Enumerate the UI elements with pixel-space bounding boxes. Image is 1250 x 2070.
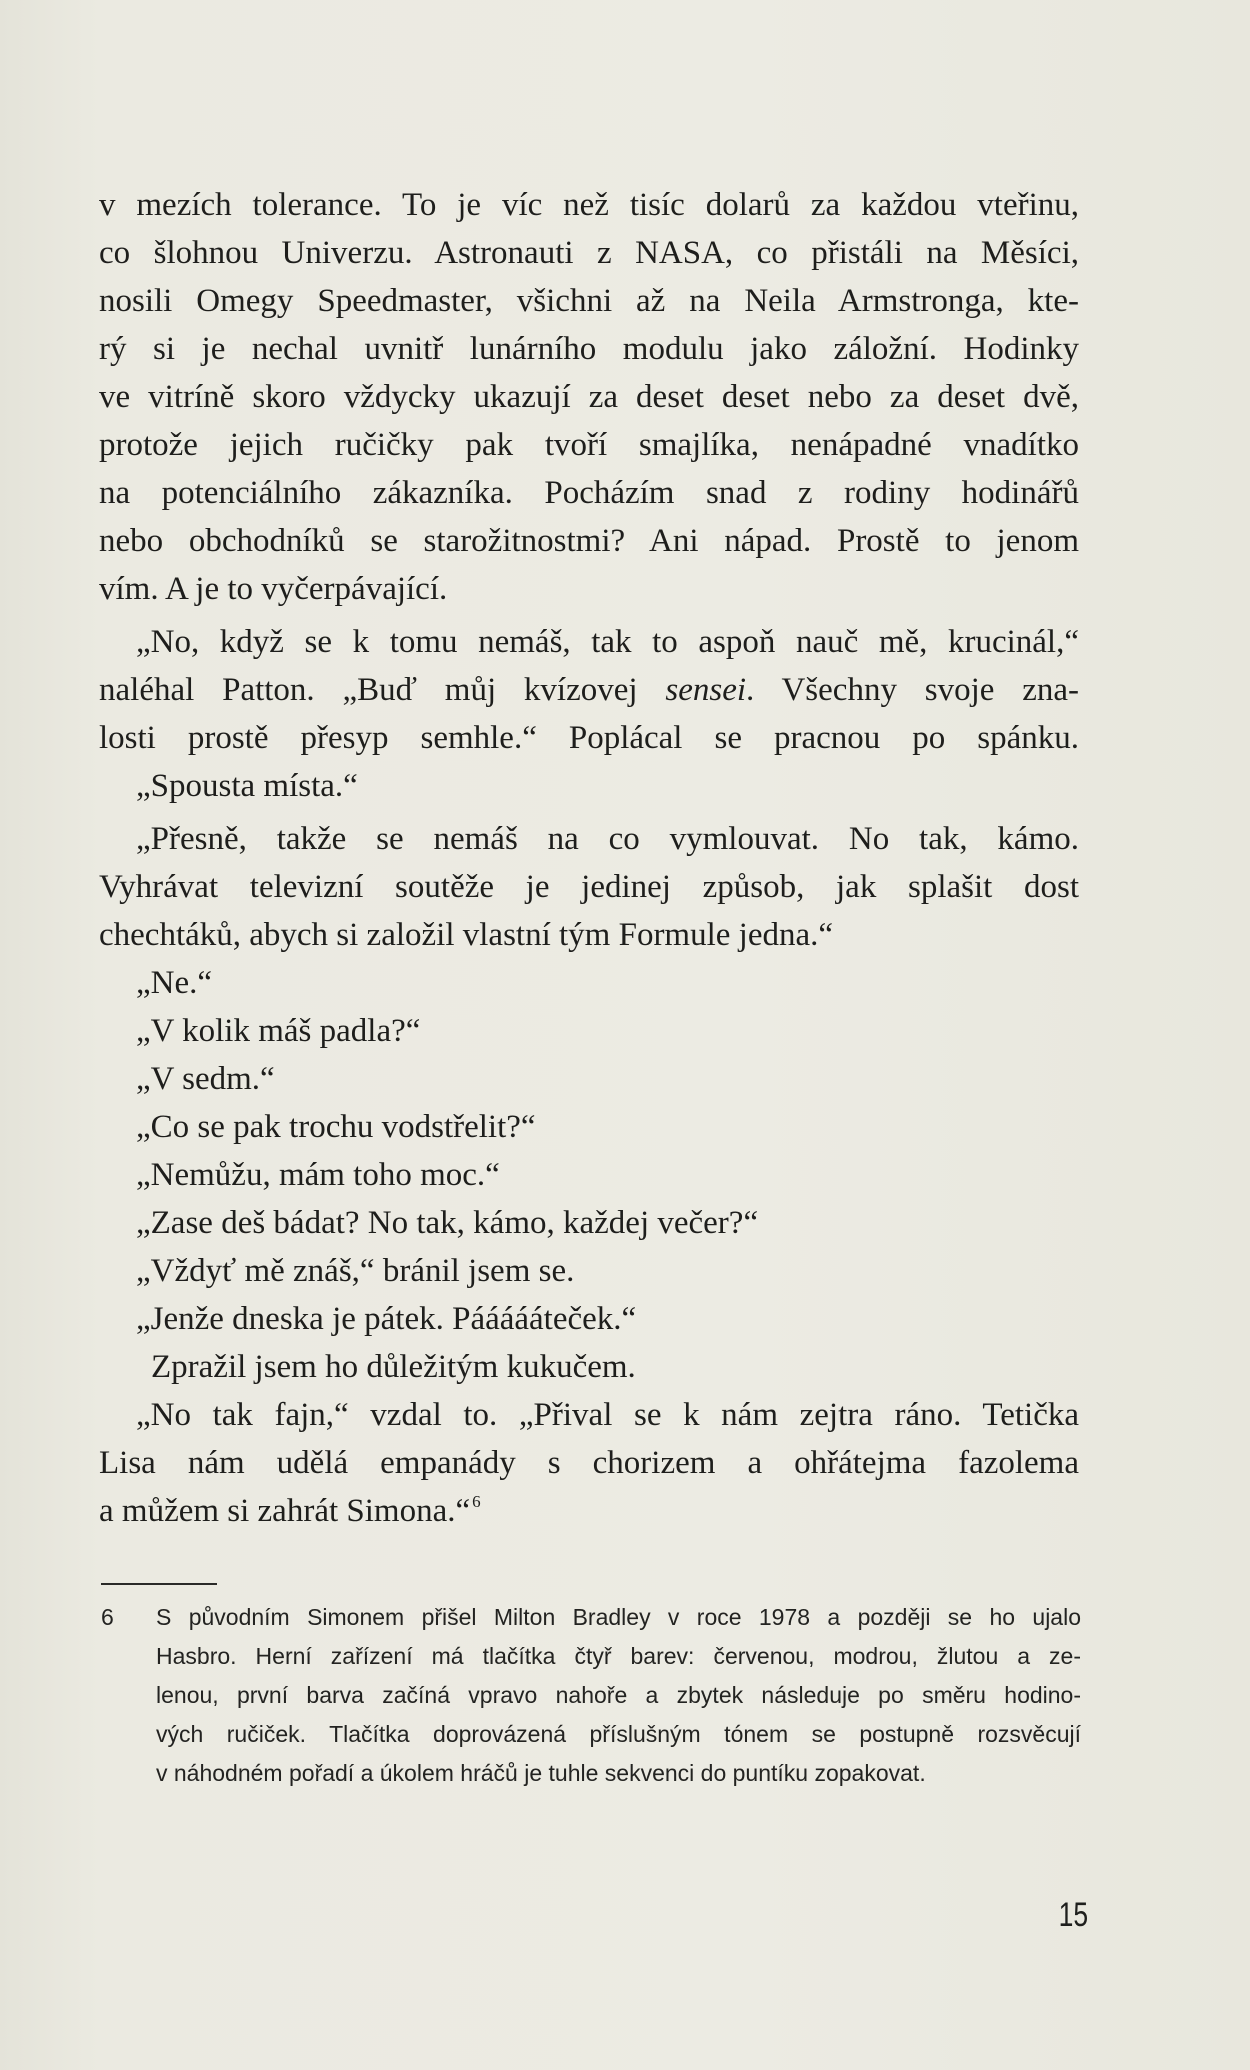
text-line: ve vitríně skoro vždycky ukazují za deset deset nebo za deset dvě, — [99, 379, 1079, 415]
main-text — [99, 181, 1079, 1535]
footnote-number: 6 — [101, 1604, 114, 1630]
text-line: losti prostě přesyp semhle.“ Poplácal se pracnou po spánku. — [99, 720, 1079, 756]
text-line: vím. A je to vyčerpávající. — [99, 571, 448, 607]
footnote-line: v náhodném pořadí a úkolem hráčů je tuhle sekvenci do puntíku zopakovat. — [156, 1760, 926, 1786]
footnote-divider — [101, 1583, 217, 1585]
text-line: co šlohnou Univerzu. Astronauti z NASA, co přistáli na Měsíci, — [99, 235, 1079, 271]
text-line: Vyhrávat televizní soutěže je jedinej způsob, jak splašit dost — [99, 869, 1079, 905]
footnote-reference: 6 — [472, 1492, 481, 1511]
footnote-line: Hasbro. Herní zařízení má tlačítka čtyř barev: červenou, modrou, žlutou a ze- — [156, 1643, 1081, 1669]
footnote-line: lenou, první barva začíná vpravo nahoře a zbytek následuje po směru hodino- — [156, 1682, 1081, 1708]
text-line: Zpražil jsem ho důležitým kukučem. — [151, 1349, 636, 1385]
dialogue-line: „Nemůžu, mám toho moc.“ — [136, 1157, 500, 1193]
dialogue-line: „Přesně, takže se nemáš na co vymlouvat. No tak, kámo. — [136, 821, 1079, 857]
text-line: na potenciálního zákazníka. Pocházím snad z rodiny hodinářů — [99, 475, 1079, 511]
dialogue-line: „No tak fajn,“ vzdal to. „Přival se k nám zejtra ráno. Tetička — [136, 1397, 1079, 1433]
text-line: protože jejich ručičky pak tvoří smajlíka, nenápadné vnadítko — [99, 427, 1079, 463]
text-segment: a můžem si zahrát Simona.“ — [99, 1493, 471, 1529]
dialogue-line: „Vždyť mě znáš,“ bránil jsem se. — [136, 1253, 575, 1289]
dialogue-line: „No, když se k tomu nemáš, tak to aspoň nauč mě, krucinál,“ — [136, 624, 1079, 660]
dialogue-line: „Jenže dneska je pátek. Pááááátеček.“ — [136, 1301, 637, 1337]
italic-word: sensei — [665, 672, 747, 708]
text-line: Lisa nám udělá empanády s chorizem a ohřátejma fazolema — [99, 1445, 1079, 1481]
text-line: nebo obchodníků se starožitnostmi? Ani nápad. Prostě to jenom — [99, 523, 1079, 559]
dialogue-line: „Zase deš bádat? No tak, kámo, každej večer?“ — [136, 1205, 759, 1241]
dialogue-line: „Co se pak trochu vodstřelit?“ — [136, 1109, 536, 1145]
text-segment: . Všechny svoje zna- — [746, 672, 1079, 708]
text-line — [99, 666, 1079, 714]
text-segment: naléhal Patton. „Buď můj kvízovej — [99, 672, 666, 708]
text-line: nosili Omegy Speedmaster, všichni až na Neila Armstronga, kte- — [99, 283, 1079, 319]
dialogue-line: „Spousta místa.“ — [136, 768, 358, 804]
text-line: v mezích tolerance. To je víc než tisíc dolarů za každou vteřinu, — [99, 187, 1079, 223]
page-number: 15 — [1058, 1896, 1089, 1934]
dialogue-line: „V sedm.“ — [136, 1061, 275, 1097]
footnote-line: vých ručiček. Tlačítka doprovázená příslušným tónem se postupně rozsvěcují — [156, 1721, 1081, 1747]
footnote-line: S původním Simonem přišel Milton Bradley v roce 1978 a později se ho ujalo — [156, 1604, 1081, 1630]
dialogue-line: „Ne.“ — [136, 965, 213, 1001]
text-line: rý si je nechal uvnitř lunárního modulu jako záložní. Hodinky — [99, 331, 1079, 367]
footnote-text — [156, 1598, 1081, 1793]
text-line — [99, 1487, 1079, 1535]
dialogue-line: „V kolik máš padla?“ — [136, 1013, 421, 1049]
text-line: chechtáků, abych si založil vlastní tým Formule jedna.“ — [99, 917, 834, 953]
